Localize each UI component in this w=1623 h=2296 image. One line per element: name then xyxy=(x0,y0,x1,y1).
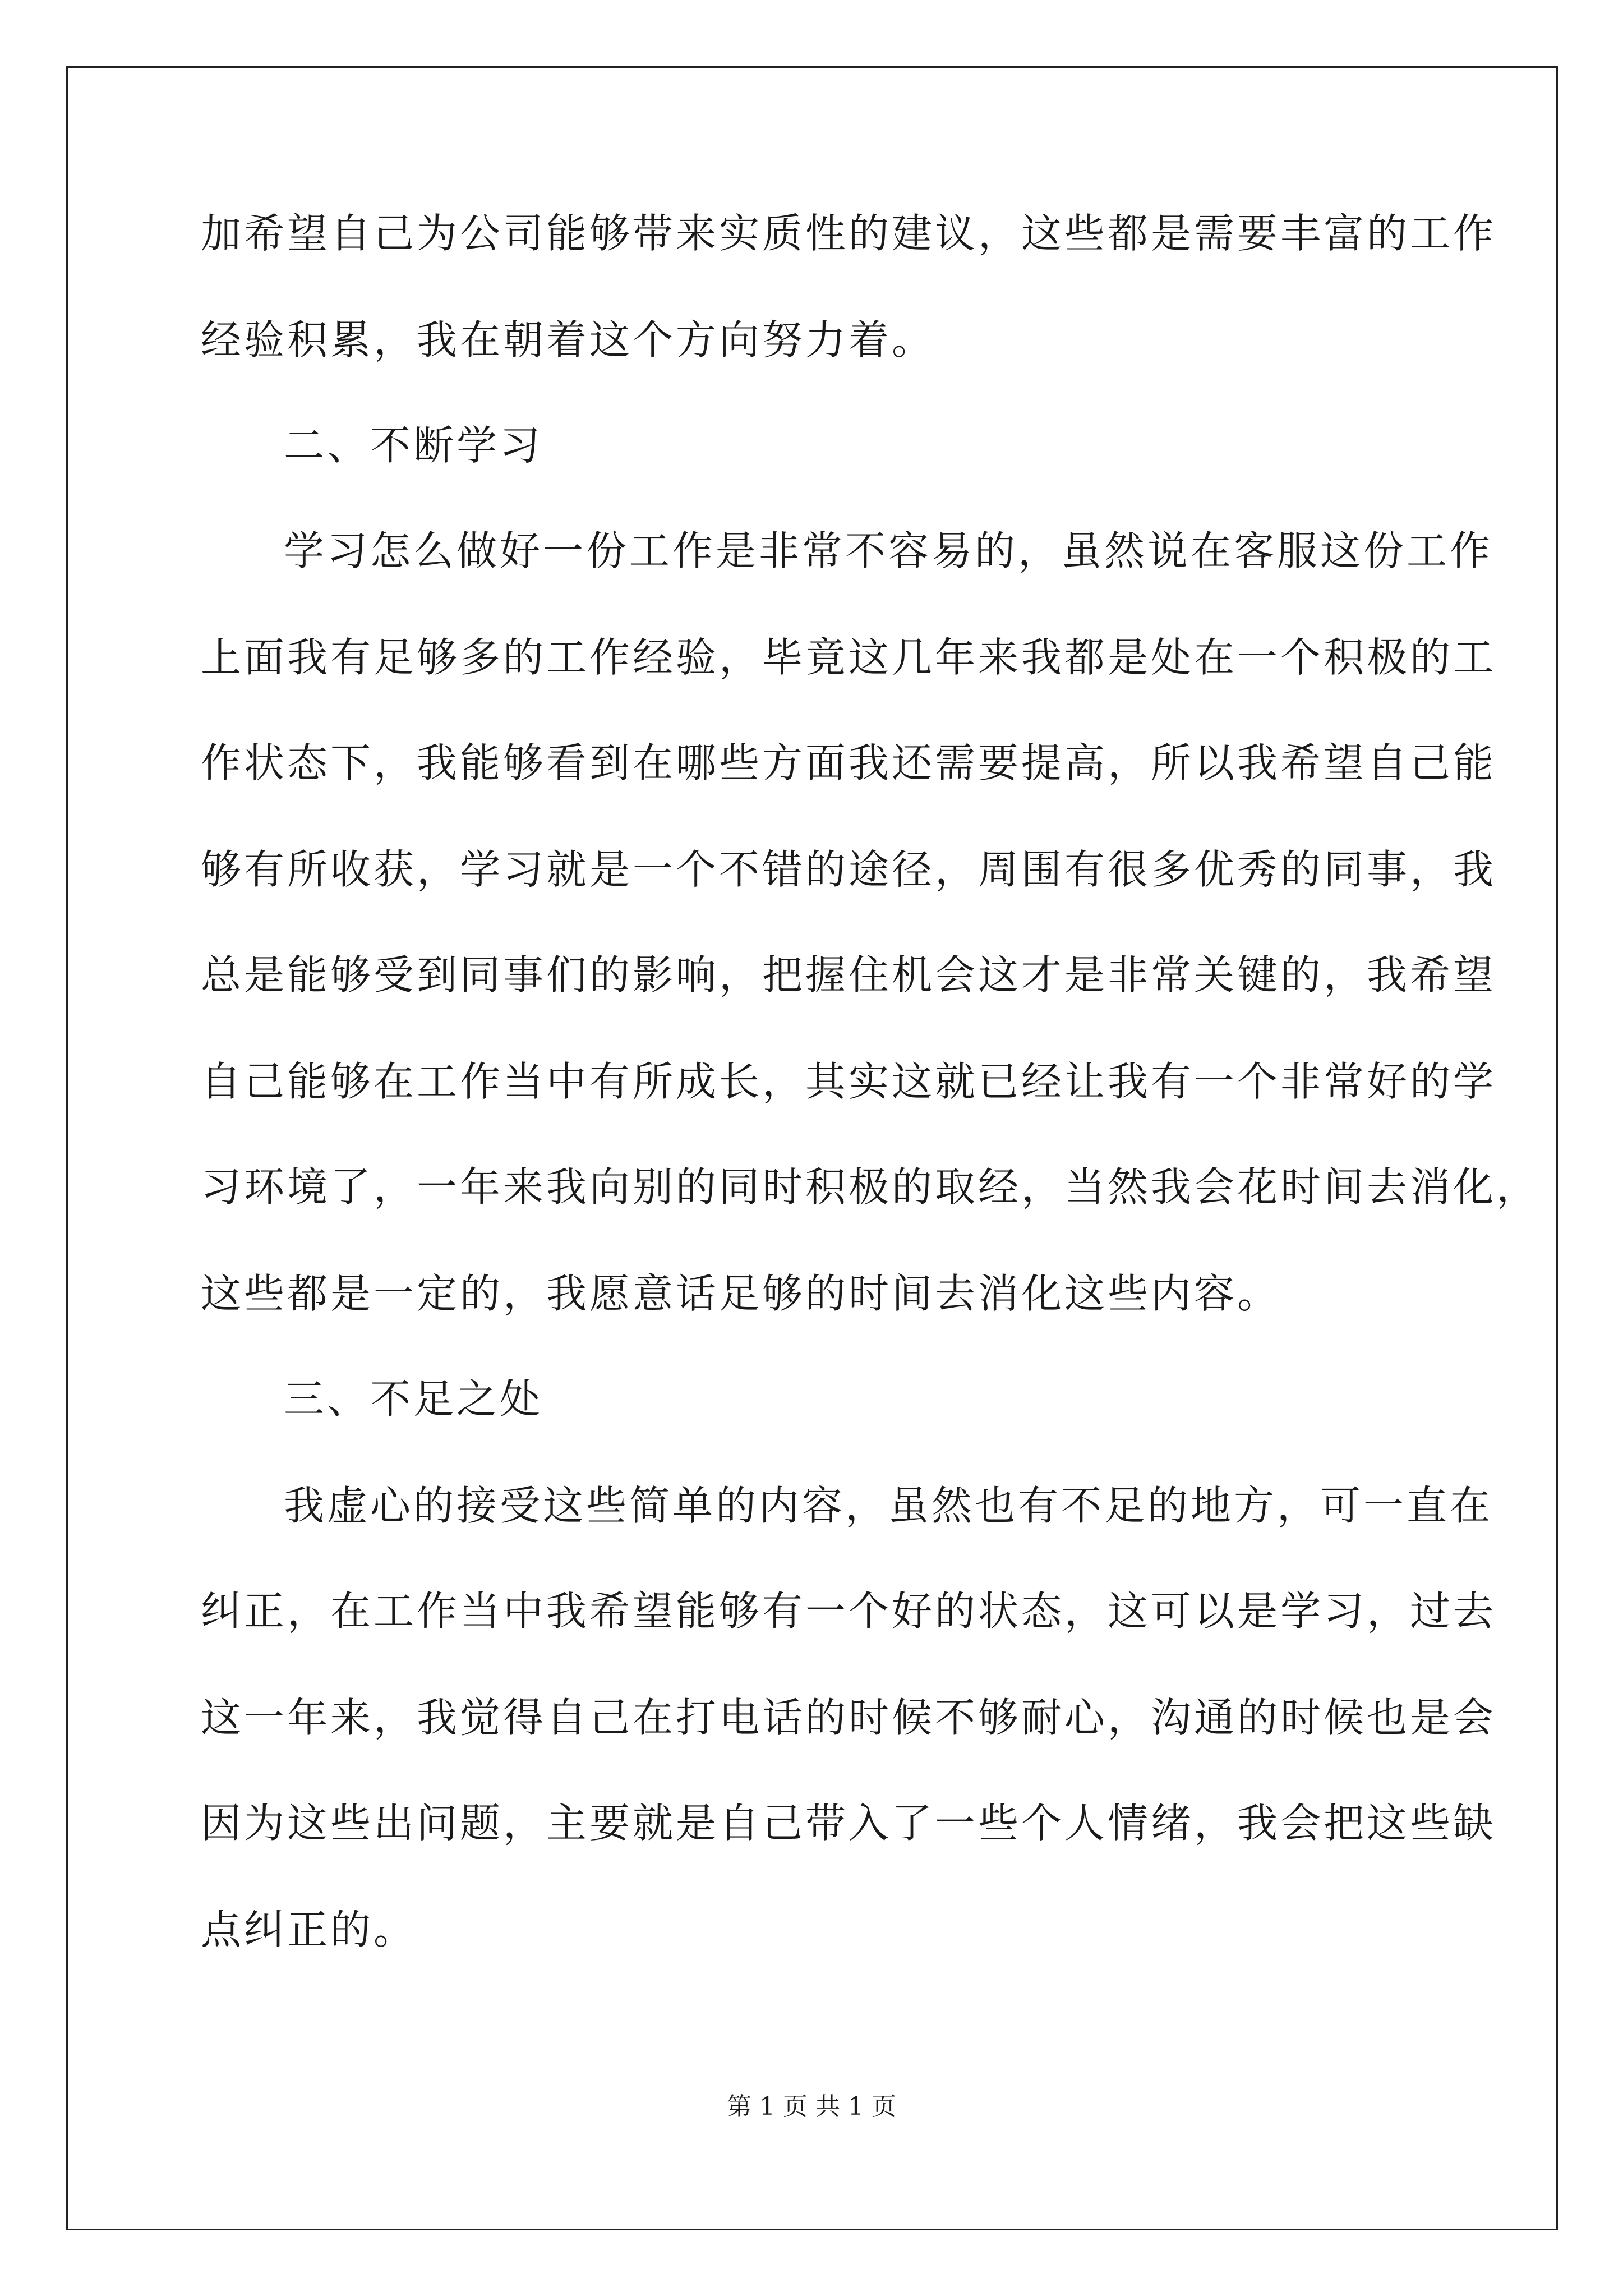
text-line: 点纠正的。 xyxy=(201,1906,417,1953)
text-line: 因为这些出问题，主要就是自己带入了一些个人情绪，我会把这些缺 xyxy=(201,1800,1497,1847)
text-line: 这一年来，我觉得自己在打电话的时候不够耐心，沟通的时候也是会 xyxy=(201,1694,1497,1741)
text-line: 学习怎么做好一份工作是非常不容易的，虽然说在客服这份工作 xyxy=(284,527,1493,574)
page-number: 第 1 页 共 1 页 xyxy=(727,2092,896,2121)
text-line: 纠正，在工作当中我希望能够有一个好的状态，这可以是学习，过去 xyxy=(201,1588,1497,1635)
text-line: 够有所收获，学习就是一个不错的途径，周围有很多优秀的同事，我 xyxy=(201,846,1497,893)
text-line: 这些都是一定的，我愿意话足够的时间去消化这些内容。 xyxy=(201,1270,1281,1317)
page-footer xyxy=(0,2092,1623,2121)
text-line: 我虚心的接受这些简单的内容，虽然也有不足的地方，可一直在 xyxy=(284,1482,1493,1529)
text-line: 经验积累，我在朝着这个方向努力着。 xyxy=(201,316,935,364)
text-line: 自己能够在工作当中有所成长，其实这就已经让我有一个非常好的学 xyxy=(201,1058,1497,1105)
text-line: 总是能够受到同事们的影响，把握住机会这才是非常关键的，我希望 xyxy=(201,951,1497,999)
section-heading-3: 三、不足之处 xyxy=(284,1375,543,1423)
section-heading-2: 二、不断学习 xyxy=(284,422,543,469)
text-line: 加希望自己为公司能够带来实质性的建议，这些都是需要丰富的工作 xyxy=(201,210,1497,257)
text-line: 习环境了，一年来我向别的同时积极的取经，当然我会花时间去消化， xyxy=(201,1163,1540,1211)
text-line: 上面我有足够多的工作经验，毕竟这几年来我都是处在一个积极的工 xyxy=(201,634,1497,681)
text-line: 作状态下，我能够看到在哪些方面我还需要提高，所以我希望自己能 xyxy=(201,739,1497,786)
